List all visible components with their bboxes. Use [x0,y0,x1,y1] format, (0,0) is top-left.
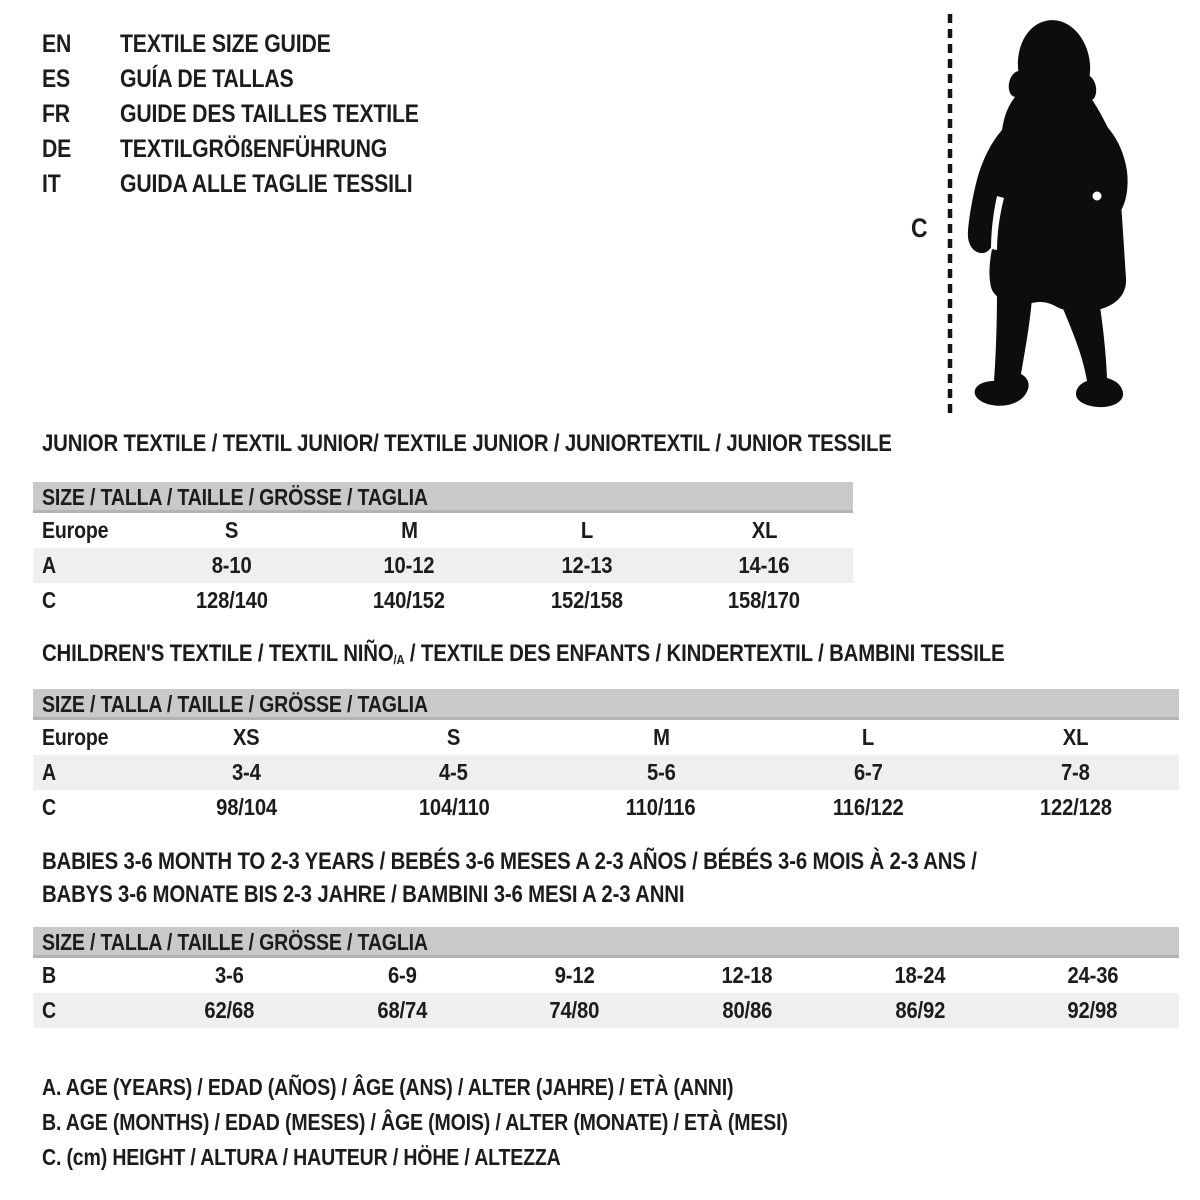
table-cell [676,552,854,579]
legend-line-text: B. AGE (MONTHS) / EDAD (MESES) / ÂGE (MOIS) / ALTER (MONATE) / ETÀ (MESI) [42,1109,788,1135]
height-measure-letter: C [911,213,928,243]
table-cell-value: XS [233,724,260,750]
table-cell [143,997,316,1024]
language-label [120,170,464,199]
row-label [33,794,143,821]
table-cell-value: 8-10 [211,552,252,578]
table-row [33,513,853,548]
table-cell [972,724,1179,751]
table-cell-value: XL [1062,724,1089,750]
row-label [33,517,143,544]
table-cell [321,552,499,579]
language-row [42,132,472,167]
section-title-text [42,878,684,911]
table-cell [834,997,1007,1024]
babies-section-title [42,845,1142,911]
language-code [42,135,120,164]
title-part: JUNIOR TEXTILE / TEXTIL JUNIOR/ TEXTILE JUNIOR / JUNIORTEXTIL / JUNIOR TESSILE [42,430,892,457]
table-cell [1006,997,1179,1024]
table-cell [143,587,321,614]
table-cell [765,794,972,821]
junior-section-title [42,431,1042,457]
table-cell [488,962,661,989]
toddler-leg-left [975,290,1032,406]
row-label-text: Europe [42,517,109,543]
children-section-title [42,641,1174,670]
row-label [33,962,143,989]
table-cell-value: L [580,517,593,543]
table-cell-value: 6-9 [387,962,417,988]
table-cell [498,552,676,579]
table-cell [143,552,321,579]
language-code-text: DE [42,135,72,163]
row-label [33,997,143,1024]
language-label-text: GUIDE DES TAILLES TEXTILE [120,100,419,128]
table-cell [488,997,661,1024]
language-label-text: TEXTILE SIZE GUIDE [120,30,331,58]
language-row [42,97,472,132]
row-label-text: C [42,587,56,613]
table-cell [972,794,1179,821]
table-cell-value: 62/68 [204,997,255,1023]
section-title-text [42,641,1004,670]
table-header-label: SIZE / TALLA / TAILLE / GRÖSSE / TAGLIA [42,929,428,955]
table-cell-value: 24-36 [1067,962,1119,988]
table-cell [661,997,834,1024]
table-cell [316,997,489,1024]
title-part: / TEXTILE DES ENFANTS / KINDERTEXTIL / BAMBINI TESSILE [404,640,1005,667]
language-code-text: ES [42,65,71,93]
section-title-text [42,845,977,878]
table-cell [765,724,972,751]
table-cell [765,759,972,786]
table-cell-value: 7-8 [1061,759,1090,785]
table-row [33,548,853,583]
table-cell [321,587,499,614]
table-cell-value: 14-16 [738,552,790,578]
table-cell-value: 122/128 [1039,794,1112,820]
row-label-text: C [42,997,56,1023]
language-label [120,100,472,129]
language-row [42,62,472,97]
table-cell [350,794,557,821]
table-cell-value: S [225,517,239,543]
language-list [42,27,472,202]
table-header-bar [33,927,1179,958]
table-cell-value: M [652,724,670,750]
table-cell [676,587,854,614]
toddler-silhouette-image [964,12,1138,414]
language-label [120,135,434,164]
legend-line [42,1105,919,1140]
language-label-text: GUIDA ALLE TAGLIE TESSILI [120,170,413,198]
language-label [120,65,324,94]
table-cell [350,724,557,751]
table-cell [557,759,764,786]
table-cell-value: 4-5 [439,759,469,785]
table-header-bar [33,482,853,513]
section-title-text [42,431,892,457]
table-cell [498,587,676,614]
language-row [42,167,472,202]
legend-line [42,1140,919,1175]
title-subscript: /A [393,651,405,667]
table-cell [350,759,557,786]
language-row [42,27,472,62]
language-code-text: EN [42,30,72,58]
measure-legend [42,1070,919,1175]
table-cell [143,517,321,544]
table-cell-value: 128/140 [195,587,268,613]
legend-line-text: A. AGE (YEARS) / EDAD (AÑOS) / ÂGE (ANS) / ALTER (JAHRE) / ETÀ (ANNI) [42,1074,734,1100]
table-cell-value: 116/122 [832,794,904,820]
language-code-text: FR [42,100,70,128]
table-cell-value: S [447,724,461,750]
language-code [42,170,120,199]
section-title-line [42,431,1042,457]
table-cell [143,962,316,989]
height-measure-label [911,213,930,244]
table-cell [143,724,350,751]
table-cell [316,962,489,989]
row-label [33,587,143,614]
row-label-text: B [42,962,56,988]
language-label-text: TEXTILGRÖßENFÜHRUNG [120,135,388,163]
legend-line-text: C. (cm) HEIGHT / ALTURA / HAUTEUR / HÖHE / ALTEZZA [42,1144,561,1170]
table-cell-value: 158/170 [728,587,801,613]
table-cell-value: 3-4 [232,759,261,785]
section-title-line [42,878,1142,911]
section-title-line [42,641,1174,670]
table-cell-value: 86/92 [895,997,945,1023]
table-cell [498,517,676,544]
table-cell-value: XL [751,517,778,543]
table-cell-value: 10-12 [383,552,435,578]
language-code-text: IT [42,170,61,198]
table-header-label: SIZE / TALLA / TAILLE / GRÖSSE / TAGLIA [42,691,428,717]
table-cell-value: 12-18 [721,962,773,988]
table-cell-value: 6-7 [853,759,883,785]
table-cell-value: M [400,517,418,543]
table-cell-value: 98/104 [216,794,278,820]
table-cell [557,724,764,751]
table-cell-value: 104/110 [418,794,490,820]
language-code [42,100,120,129]
table-cell-value: 110/116 [626,794,696,820]
table-cell-value: 152/158 [550,587,623,613]
row-label-text: Europe [42,724,109,750]
table-cell-value: 80/86 [722,997,773,1023]
table-cell-value: 92/98 [1067,997,1118,1023]
table-row [33,755,1179,790]
row-label [33,724,143,751]
table-row [33,993,1179,1028]
row-label-text: C [42,794,56,820]
height-measure-dashed-line [946,14,954,418]
table-cell [321,517,499,544]
table-cell [1006,962,1179,989]
table-cell-value: 5-6 [646,759,676,785]
table-cell-value: 74/80 [549,997,600,1023]
language-code [42,65,120,94]
row-label-text: A [42,552,56,578]
table-cell-value: 3-6 [214,962,244,988]
title-part: BABIES 3-6 MONTH TO 2-3 YEARS / BEBÉS 3-6 MESES A 2-3 AÑOS / BÉBÉS 3-6 MOIS À 2-3 ANS / [42,848,977,875]
table-cell-value: 140/152 [373,587,446,613]
table-cell-value: 12-13 [561,552,613,578]
toddler-leg-right [1061,300,1123,407]
table-cell [676,517,854,544]
row-label [33,552,143,579]
table-cell [143,759,350,786]
table-row [33,720,1179,755]
table-header-bar [33,689,1179,720]
language-label [120,30,368,59]
junior-size-table [33,482,853,618]
table-cell [557,794,764,821]
children-size-table [33,689,1179,825]
table-header-label: SIZE / TALLA / TAILLE / GRÖSSE / TAGLIA [42,484,428,510]
table-row [33,958,1179,993]
table-cell-value: 68/74 [377,997,427,1023]
title-part: BABYS 3-6 MONATE BIS 2-3 JAHRE / BAMBINI 3-6 MESI A 2-3 ANNI [42,881,685,908]
table-cell-value: L [862,724,875,750]
table-cell-value: 18-24 [894,962,946,988]
language-label-text: GUÍA DE TALLAS [120,65,294,93]
table-cell-value: 9-12 [554,962,595,988]
table-row [33,790,1179,825]
table-cell [661,962,834,989]
title-part: CHILDREN'S TEXTILE / TEXTIL NIÑO [42,640,394,667]
babies-size-table [33,927,1179,1028]
toddler-elbow-gap [1093,192,1102,201]
table-cell [834,962,1007,989]
language-code [42,30,120,59]
legend-line [42,1070,919,1105]
row-label-text: A [42,759,56,785]
table-cell [972,759,1179,786]
table-cell [143,794,350,821]
section-title-line [42,845,1142,878]
table-row [33,583,853,618]
row-label [33,759,143,786]
